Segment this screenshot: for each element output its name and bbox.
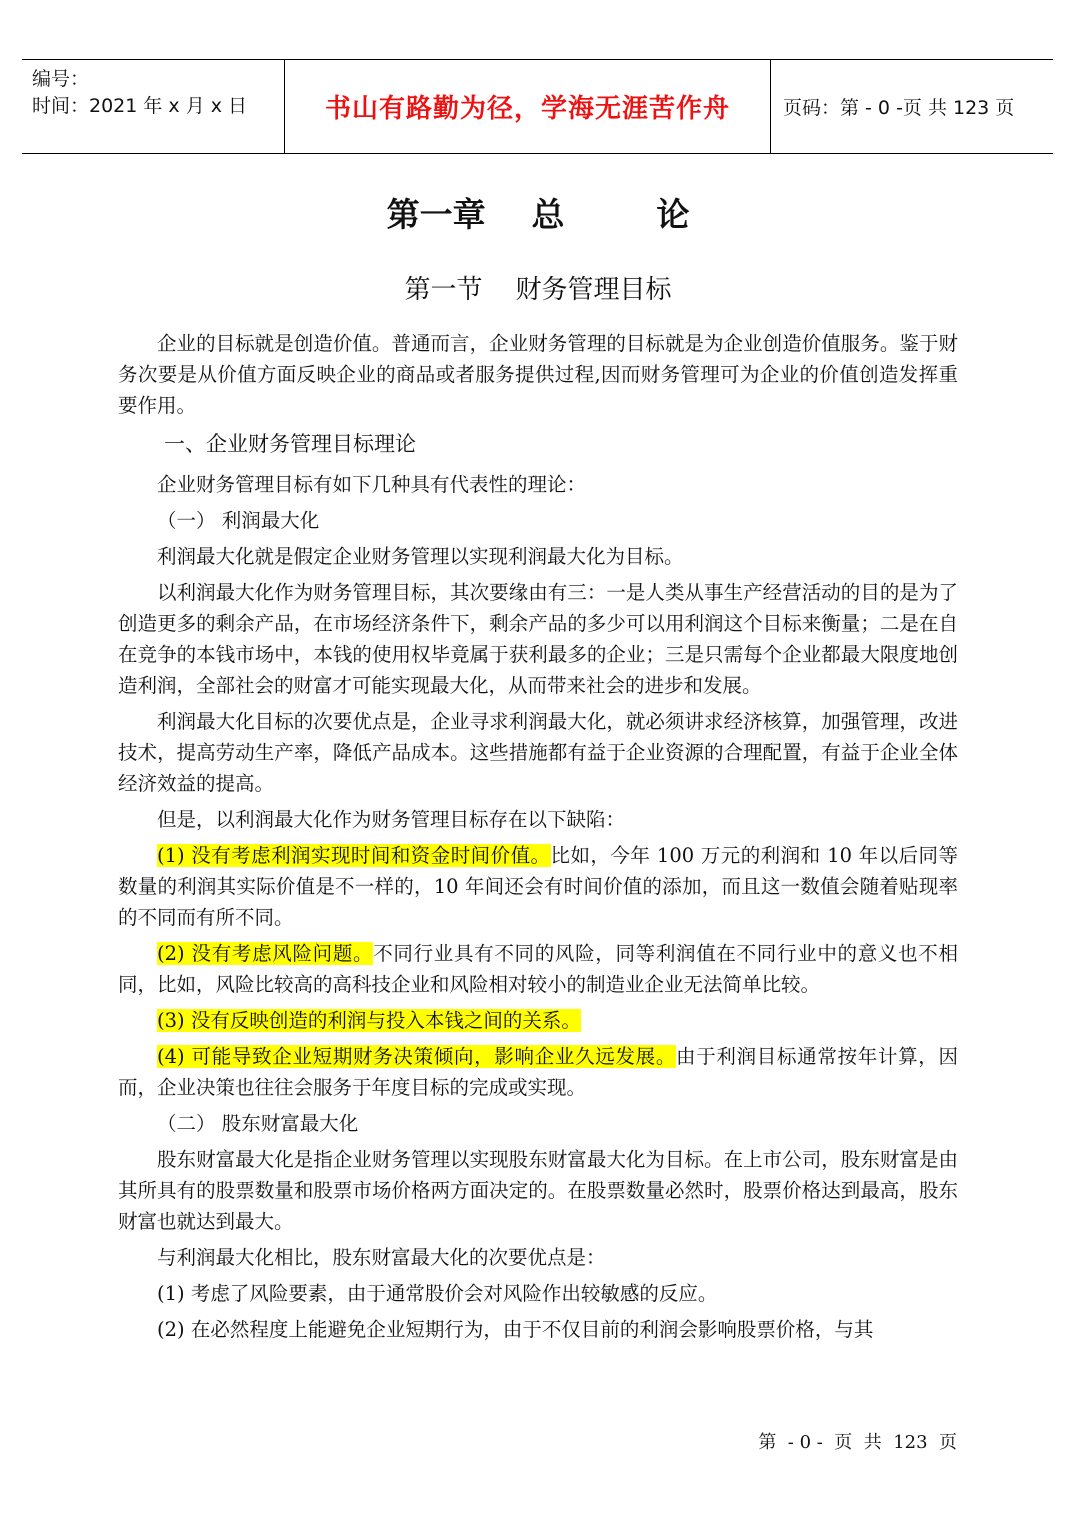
page-header xyxy=(22,59,1053,154)
heading-theories: 一、企业财务管理目标理论 xyxy=(164,432,416,456)
shareholder-advantages-intro: 与利润最大化相比，股东财富最大化的次要优点是： xyxy=(157,1246,606,1269)
profit-definition: 利润最大化就是假定企业财务管理以实现利润最大化为目标。 xyxy=(157,545,684,568)
profit-defects-intro: 但是，以利润最大化作为财务管理目标存在以下缺陷： xyxy=(157,808,626,831)
defect-2-highlight: (2) 没有考虑风险问题。 xyxy=(157,942,374,965)
chapter-title: 第一章 总 论 xyxy=(386,195,690,234)
defect-3 xyxy=(118,1005,958,1036)
profit-reasons: 以利润最大化作为财务管理目标，其次要缘由有三：一是人类从事生产经营活动的目的是为了创造更多的剩余产品，在市场经济条件下，剩余产品的多少可以用利润这个目标来衡量；二是在自在竞争的本钱市场中，本钱的使用权毕竟属于获利最多的企业；三是只需每个企业都最大限度地创造利润，全部社会的财富才可能实现最大化，从而带来社会的进步和发展。 xyxy=(118,581,958,697)
defect-4-text: 由于利润目标通常按年计算，因而，企业决策也往往会服务于年度目标的完成或实现。 xyxy=(118,1045,958,1099)
profit-advantages: 利润最大化目标的次要优点是，企业寻求利润最大化，就必须讲求经济核算，加强管理，改进技术，提高劳动生产率，降低产品成本。这些措施都有益于企业资源的合理配置，有益于企业全体经济效益的提高。 xyxy=(118,710,958,795)
advantage-2: (2) 在必然程度上能避免企业短期行为，由于不仅目前的利润会影响股票价格，与其 xyxy=(157,1318,874,1341)
theories-intro: 企业财务管理目标有如下几种具有代表性的理论： xyxy=(157,473,587,496)
page-footer: 第 - 0 - 页 共 123 页 xyxy=(758,1432,957,1453)
header-page-info: 页码：第 - 0 -页 共 123 页 xyxy=(783,97,1015,119)
header-motto: 书山有路勤为径，学海无涯苦作舟 xyxy=(285,60,771,153)
defect-4 xyxy=(118,1041,958,1103)
date-line: 时间：2021 年 x 月 x 日 xyxy=(32,95,248,117)
advantage-1: (1) 考虑了风险要素，由于通常股价会对风险作出较敏感的反应。 xyxy=(157,1282,718,1305)
intro-paragraph: 企业的目标就是创造价值。普通而言，企业财务管理的目标就是为企业创造价值服务。鉴于财务次要是从价值方面反映企业的商品或者服务提供过程,因而财务管理可为企业的价值创造发挥重要作用。 xyxy=(118,332,958,417)
subheading-profit-max: （一） 利润最大化 xyxy=(157,509,320,532)
subheading-shareholder-wealth: （二） 股东财富最大化 xyxy=(157,1112,359,1135)
defect-1 xyxy=(118,840,958,933)
shareholder-definition: 股东财富最大化是指企业财务管理以实现股东财富最大化为目标。在上市公司，股东财富是由其所具有的股票数量和股票市场价格两方面决定的。在股票数量必然时，股票价格达到最高，股东财富也就达到最大。 xyxy=(118,1148,958,1233)
defect-2 xyxy=(118,938,958,1000)
document-body xyxy=(118,185,958,1350)
defect-2-text: 不同行业具有不同的风险，同等利润值在不同行业中的意义也不相同，比如，风险比较高的高科技企业和风险相对较小的制造业企业无法简单比较。 xyxy=(118,942,958,996)
defect-1-text: 比如，今年 100 万元的利润和 10 年以后同等数量的利润其实际价值是不一样的，10 年间还会有时间价值的添加，而且这一数值会随着贴现率的不同而有所不同。 xyxy=(118,844,958,929)
defect-4-highlight: (4) 可能导致企业短期财务决策倾向，影响企业久远发展。 xyxy=(157,1045,677,1068)
number-label: 编号： xyxy=(32,68,90,90)
header-meta xyxy=(22,60,285,153)
defect-1-highlight: (1) 没有考虑利润实现时间和资金时间价值。 xyxy=(157,844,551,867)
section-title: 第一节 财务管理目标 xyxy=(404,275,672,305)
defect-3-highlight: (3) 没有反映创造的利润与投入本钱之间的关系。 xyxy=(157,1009,581,1032)
